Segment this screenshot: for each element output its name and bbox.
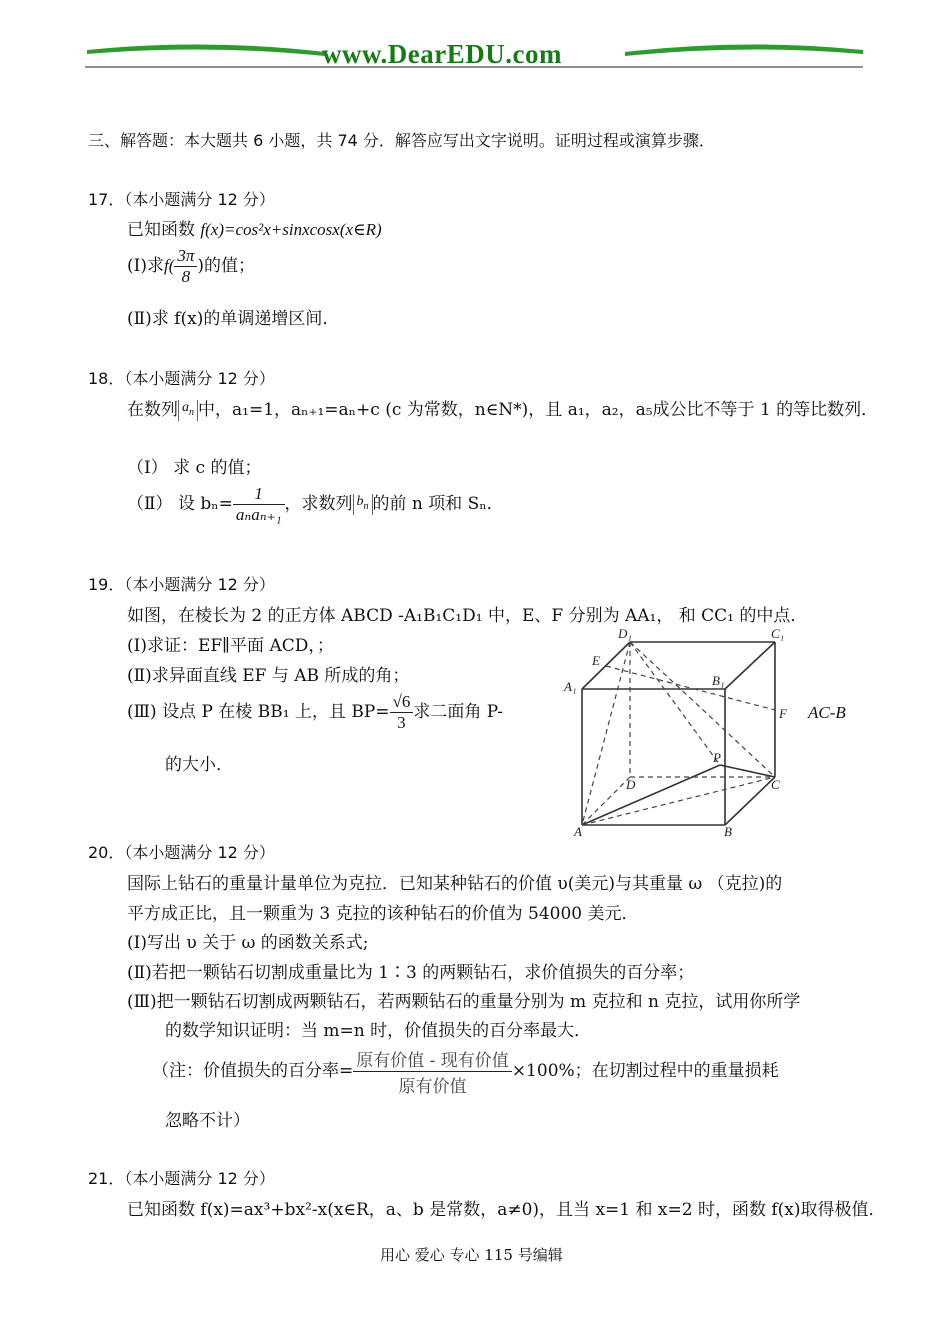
q20-title: 20．（本小题满分 12 分）	[88, 843, 275, 862]
label-F: F	[779, 706, 787, 721]
label-E: E	[592, 653, 600, 668]
q18-frac-den: aₙaₙ₊₁	[235, 505, 282, 524]
q19-stem: 如图，在棱长为 2 的正方体 ABCD -A₁B₁C₁D₁ 中，E、F 分别为 AA₁， 和 CC₁ 的中点．	[127, 606, 808, 626]
q20-note-start: （注：价值损失的百分率=	[152, 1061, 354, 1081]
label-C: C	[771, 777, 780, 792]
q18-seq-a: a	[182, 400, 189, 416]
q17-function: f(x)=cos²x+sinxcosx(x∈R)	[200, 220, 382, 239]
segment-PC	[720, 765, 775, 777]
segment-AP	[582, 765, 720, 825]
q19-part3-start: (Ⅲ) 设点 P 在棱 BB₁ 上，且 BP=	[127, 702, 390, 722]
q20-note-num: 原有价值 - 现有价值	[353, 1046, 512, 1072]
q19-part2: (Ⅱ)求异面直线 EF 与 AB 所成的角；	[127, 666, 410, 686]
right-swoosh	[625, 44, 863, 56]
q18-part2-start: （Ⅱ） 设 bₙ=	[127, 494, 233, 514]
q17-frac-num: 3π	[174, 246, 197, 267]
q17-part1-label: (Ⅰ)求	[127, 256, 164, 276]
q19-frac-den: 3	[397, 713, 406, 732]
edge-A1D1	[582, 642, 630, 689]
q20-line2: 平方成正比，且一颗重为 3 克拉的该种钻石的价值为 54000 美元．	[127, 904, 639, 924]
q20-part2: (Ⅱ)若把一颗钻石切割成重量比为 1∶3 的两颗钻石，求价值损失的百分率；	[127, 963, 695, 983]
label-C1: C₁	[771, 626, 785, 641]
q17-fraction	[174, 246, 197, 287]
q18-sequence-bn: $b_n$	[353, 494, 373, 515]
q18-stem-rest: 中，a₁=1，aₙ₊₁=aₙ+c (c 为常数，n∈N*)，且 a₁，a₂，a₅成公比不等于 1 的等比数列．	[198, 400, 879, 420]
edge-AD	[582, 777, 630, 825]
diag-D1A	[582, 642, 630, 825]
q18-frac-num: 1	[233, 484, 285, 505]
q20-line1: 国际上钻石的重量计量单位为克拉．已知某种钻石的价值 υ(美元)与其重量 ω （克拉)的	[127, 874, 783, 894]
q21-title: 21．（本小题满分 12 分）	[88, 1169, 275, 1188]
label-P: P	[713, 750, 721, 765]
q20-note-end: 忽略不计）	[165, 1111, 250, 1131]
q17-frac-den: 8	[181, 267, 191, 286]
q20-part3: (Ⅲ)把一颗钻石切割成两颗钻石，若两颗钻石的重量分别为 m 克拉和 n 克拉，试用你所学	[127, 992, 801, 1012]
q18-part2	[127, 484, 504, 525]
q19-title: 19．（本小题满分 12 分）	[88, 575, 275, 594]
q17-part1-f: f(	[163, 256, 175, 275]
cube-figure	[560, 622, 800, 840]
page-footer: 用心 爱心 专心 115 号编辑	[380, 1246, 563, 1264]
q19-part3-end: 的大小．	[165, 755, 233, 775]
q18-fraction	[233, 484, 285, 525]
q20-note	[152, 1046, 779, 1097]
label-B: B	[724, 824, 732, 839]
edge-B1C1	[725, 642, 775, 689]
q18-sequence-an: $a_n$	[178, 400, 198, 421]
q17-part1-end: )的值；	[197, 256, 256, 276]
q17-part2: (Ⅱ)求 f(x)的单调递增区间．	[127, 309, 340, 329]
q18-part2-mid: ，求数列	[284, 494, 353, 514]
q19-part1: (Ⅰ)求证：EF∥平面 ACD，；	[127, 636, 334, 656]
segment-D1P	[630, 642, 720, 765]
q20-note-den: 原有价值	[398, 1077, 467, 1097]
label-A1: A₁	[564, 679, 577, 694]
q18-title: 18．（本小题满分 12 分）	[88, 369, 275, 388]
q21-stem: 已知函数 f(x)=ax³+bx²-x(x∈R，a、b 是常数，a≠0)，且当 x=1 和 x=2 时，函数 f(x)取得极值．	[127, 1200, 886, 1220]
q18-part1: （Ⅰ） 求 c 的值；	[127, 458, 262, 478]
edge-BC	[725, 777, 775, 825]
q19-frac-num: √6	[390, 692, 414, 713]
q17-part1	[127, 246, 255, 287]
section-heading: 三、解答题：本大题共 6 小题，共 74 分．解答应写出文字说明。证明过程或演算步骤．	[88, 131, 715, 150]
q17-stem	[127, 215, 382, 240]
q19-part3	[127, 692, 503, 733]
q19-fraction	[390, 692, 414, 733]
q17-intro: 已知函数	[127, 220, 195, 240]
left-swoosh	[87, 44, 325, 56]
q19-part3-ac-b: AC-B	[808, 703, 846, 722]
label-D1: D₁	[618, 626, 632, 641]
diag-AC	[582, 777, 775, 825]
q20-note-mid: ×100%；在切割过程中的重量损耗	[511, 1061, 779, 1081]
q17-title: 17．（本小题满分 12 分）	[88, 190, 275, 209]
q18-stem	[127, 395, 878, 421]
q19-part3-mid: 求二面角 P-	[413, 702, 504, 722]
q18-part2-end: 的前 n 项和 Sₙ．	[372, 494, 504, 514]
label-A: A	[574, 824, 582, 839]
site-logo-text[interactable]: www.DearEDU.com	[322, 39, 562, 69]
label-D: D	[626, 777, 636, 792]
q20-part3-cont: 的数学知识证明：当 m=n 时，价值损失的百分率最大．	[165, 1021, 592, 1041]
q18-seq-b: b	[356, 494, 364, 510]
segment-EF	[606, 666, 775, 710]
q20-note-fraction	[353, 1046, 512, 1097]
q20-part1: (Ⅰ)写出 υ 关于 ω 的函数关系式;	[127, 933, 369, 953]
q18-stem-start: 在数列	[127, 400, 178, 420]
label-B1: B₁	[712, 673, 725, 688]
